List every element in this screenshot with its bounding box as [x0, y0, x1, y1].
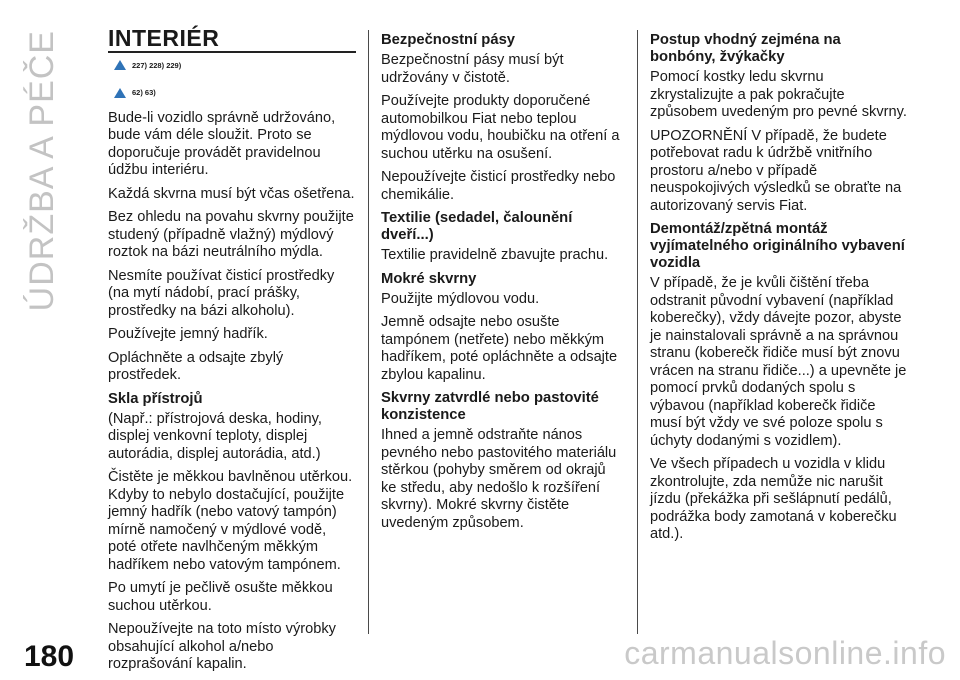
paragraph: V případě, že je kvůli čištění třeba odstranit původní vybavení (například koberečky), vždy dávejte pozor, abyste je nainstalovali správně a na správnou stranu (koberečk řidiče musí být znovu vrácen na stranu řidiče...) a upevněte je pomocí prvků dodaných spolu s výbavou (například koberečk řidiče musí být vždy ve své poloze spolu s úchyty dodanými s vozidlem).: [650, 275, 907, 449]
paragraph: Používejte produkty doporučené automobilkou Fiat nebo teplou mýdlovou vodu, houbičku na otření a suchou utěrku na osušení.: [381, 93, 620, 162]
watermark: carmanualsonline.info: [624, 635, 946, 671]
caution-ref-text: 62) 63): [132, 88, 156, 97]
subheading-pasy: Bezpečnostní pásy: [381, 32, 516, 48]
column-divider-2: [637, 30, 638, 634]
column-3: [650, 30, 910, 550]
warning-ref-text: 227) 228) 229): [132, 60, 182, 70]
chapter-side-title-text: ÚDRŽBA A PÉČE: [22, 30, 61, 312]
paragraph: Po umytí je pečlivě osušte měkkou suchou utěrkou.: [108, 580, 333, 614]
paragraph: Použijte mýdlovou vodu.: [381, 290, 540, 307]
chapter-side-title: [6, 30, 78, 312]
paragraph: Bez ohledu na povahu skvrny použijte studený (případně vlažný) mýdlový roztok na bázi neutrálního mýdla.: [108, 209, 354, 260]
section-title: INTERIÉR: [108, 30, 356, 53]
paragraph: Textilie pravidelně zbavujte prachu.: [381, 247, 609, 263]
paragraph: Používejte jemný hadřík.: [108, 326, 268, 342]
caution-ref-1: [114, 84, 356, 102]
paragraph: Pomocí kostky ledu skvrnu zkrystalizujte a pak pokračujte způsobem uvedeným pro pevné skvrny.: [650, 69, 907, 120]
column-divider-1: [368, 30, 369, 634]
warning-ref-1: [114, 57, 356, 75]
paragraph: UPOZORNĚNÍ V případě, že budete potřebovat radu k údržbě vnitřního prostoru a/nebo v případě neuspokojivých výsledků se obraťte na autorizovaný servis Fiat.: [650, 127, 902, 214]
column-2: [381, 30, 624, 538]
paragraph: Nepoužívejte na toto místo výrobky obsahující alkohol a/nebo rozprašování kapalin.: [108, 621, 336, 672]
paragraph: Ve všech případech u vozidla v klidu zkontrolujte, zda nemůže nic narušit jízdu (překážka při sešlápnutí pedálů, podrážka body zamotaná v koberečku atd.).: [650, 456, 897, 542]
subheading-zatvrdle: Skvrny zatvrdlé nebo pastovité konzistence: [381, 390, 599, 423]
paragraph: Bude-li vozidlo správně udržováno, bude vám déle sloužit. Proto se doporučuje provádět pravidelnou údžbu interiéru.: [108, 109, 336, 178]
subheading-demontaz: Demontáž/zpětná montáž vyjímatelného originálního vybavení vozidla: [650, 221, 905, 271]
paragraph: Každá skvrna musí být včas ošetřena.: [108, 185, 355, 202]
caution-triangle-icon: [114, 88, 126, 98]
paragraph: Bezpečnostní pásy musí být udržovány v čistotě.: [381, 52, 564, 86]
paragraph: Jemně odsajte nebo osušte tampónem (netřete) nebo měkkým hadříkem, poté opláchněte a odsajte zbylou kapalinu.: [381, 314, 618, 383]
paragraph: Opláchněte a odsajte zbylý prostředek.: [108, 349, 284, 383]
warning-triangle-icon: [114, 60, 126, 70]
paragraph: Nesmíte používat čisticí prostředky (na mytí nádobí, prací prášky, prostředky na bázi alkoholu).: [108, 267, 335, 319]
page-number: 180: [24, 640, 75, 673]
subheading-skla: Skla přístrojů: [108, 390, 203, 407]
subheading-textilie: Textilie (sedadel, čalounění dveří...): [381, 210, 573, 243]
paragraph: (Např.: přístrojová deska, hodiny, displej venkovní teploty, displej autorádia, displej autorádia, atd.): [108, 410, 322, 462]
subheading-bonbony: Postup vhodný zejména na bonbóny, žvýkačky: [650, 32, 841, 65]
subheading-mokre: Mokré skvrny: [381, 270, 477, 287]
paragraph: Čistěte je měkkou bavlněnou utěrkou. Kdyby to nebylo dostačující, použijte jemný hadřík (nebo vatový tampón) mírně namočený v mýdlové vodě, poté otřete navlhčeným měkkým hadříkem nebo vatovým tampónem.: [108, 469, 353, 573]
paragraph: Nepoužívejte čisticí prostředky nebo chemikálie.: [381, 169, 616, 203]
column-1: [108, 25, 356, 680]
paragraph: Ihned a jemně odstraňte nános pevného nebo pastovitého materiálu stěrkou (pohyby směrem od okrajů ke středu, aby nedošlo k rozšíření skvrny). Mokré skvrny čistěte uvedeným způsobem.: [381, 427, 617, 531]
warning-references: [108, 57, 356, 102]
